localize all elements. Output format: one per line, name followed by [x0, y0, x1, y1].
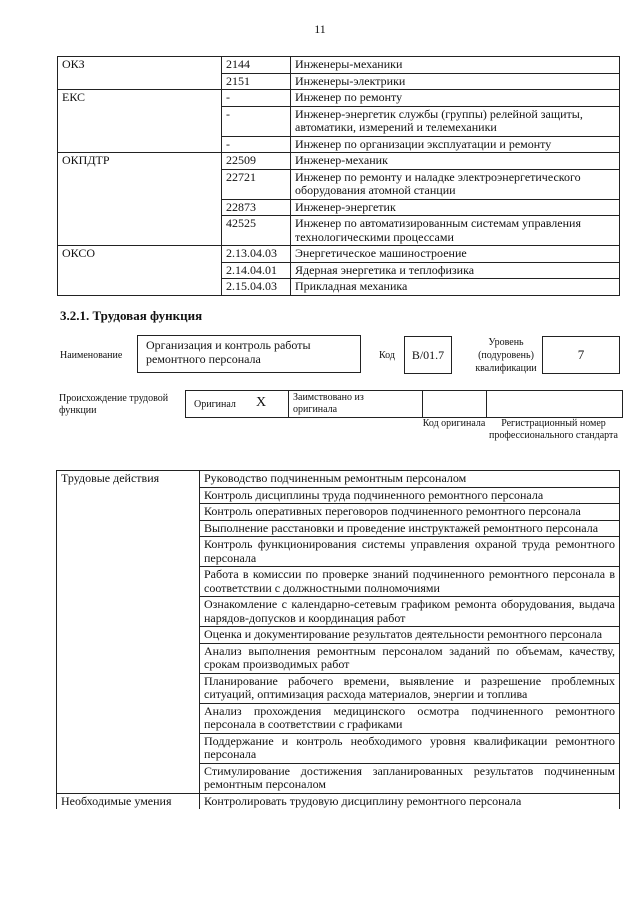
labor-action: Стимулирование достижения запланированных результатов подчиненным ремонтным персоналом [200, 763, 620, 793]
code-group [58, 262, 222, 279]
row-label [57, 643, 200, 673]
row-label: Трудовые действия [57, 471, 200, 488]
row-label [57, 627, 200, 644]
labor-action: Анализ прохождения медицинского осмотра подчиненного ремонтного персонала в соответствии с графиками [200, 703, 620, 733]
labor-action-row [57, 643, 620, 673]
code-original-label: Код оригинала [422, 418, 486, 429]
code-group [58, 216, 222, 246]
code-row [58, 199, 620, 216]
code-name: Инженеры-электрики [291, 73, 620, 90]
labor-action: Контроль оперативных переговоров подчиненного ремонтного персонала [200, 504, 620, 521]
code-group: ЕКС [58, 90, 222, 107]
code-name: Инженер по ремонту и наладке электроэнергетического оборудования атомной станции [291, 169, 620, 199]
code-name: Инженер по организации эксплуатации и ремонту [291, 136, 620, 153]
code-row [58, 136, 620, 153]
row-label [57, 763, 200, 793]
code-value: 42525 [222, 216, 291, 246]
labor-action: Планирование рабочего времени, выявление и разрешение проблемных ситуаций, оптимизация расхода материалов, энергии и топлива [200, 673, 620, 703]
section-heading: 3.2.1. Трудовая функция [60, 308, 203, 323]
level-label: Уровень (подуровень) квалификации [475, 337, 537, 374]
code-label: Код [379, 350, 395, 361]
row-label [57, 520, 200, 537]
level-box [542, 336, 620, 374]
borrowed-cell [289, 391, 423, 417]
labor-action: Руководство подчиненным ремонтным персоналом [200, 471, 620, 488]
labor-action: Работа в комиссии по проверке знаний подчиненного ремонтного персонала в соответствии с должностными полномочиями [200, 567, 620, 597]
code-value: 2.15.04.03 [222, 279, 291, 296]
row-label [57, 733, 200, 763]
labor-action: Контроль дисциплины труда подчиненного ремонтного персонала [200, 487, 620, 504]
qualification-codes-table [57, 56, 620, 296]
code-name: Инженер по автоматизированным системам управления технологическими процессами [291, 216, 620, 246]
labor-action-row [57, 520, 620, 537]
code-group [58, 136, 222, 153]
labor-action: Выполнение расстановки и проведение инструктажей ремонтного персонала [200, 520, 620, 537]
original-cell [186, 391, 289, 417]
original-mark: X [256, 395, 267, 410]
borrowed-label: Заимствовано из оригинала [293, 392, 364, 415]
code-name: Прикладная механика [291, 279, 620, 296]
labor-action-row [57, 597, 620, 627]
reg-number-label: Регистрационный номер профессионального стандарта [489, 418, 618, 441]
function-name: Организация и контроль работы ремонтного персонала [146, 338, 311, 366]
code-group [58, 279, 222, 296]
code-row [58, 73, 620, 90]
function-name-box [137, 335, 361, 373]
code-name: Инженер по ремонту [291, 90, 620, 107]
row-label [57, 504, 200, 521]
row-label [57, 703, 200, 733]
labor-action-row [57, 471, 620, 488]
row-label [57, 567, 200, 597]
code-value: - [222, 136, 291, 153]
code-value: 2.14.04.01 [222, 262, 291, 279]
code-row [58, 169, 620, 199]
code-value: 22873 [222, 199, 291, 216]
code-row [58, 153, 620, 170]
code-row [58, 57, 620, 74]
row-label [57, 537, 200, 567]
labor-action-row [57, 537, 620, 567]
labor-action-row [57, 733, 620, 763]
code-value: - [222, 106, 291, 136]
code-name: Ядерная энергетика и теплофизика [291, 262, 620, 279]
labor-action-row [57, 763, 620, 793]
code-box [404, 336, 452, 374]
original-label: Оригинал [194, 399, 236, 410]
code-original-cell [423, 391, 487, 417]
labor-action-row [57, 673, 620, 703]
code-group [58, 169, 222, 199]
labor-action-row [57, 487, 620, 504]
function-code: B/01.7 [411, 348, 445, 362]
code-row [58, 90, 620, 107]
labor-action-row [57, 703, 620, 733]
code-row [58, 262, 620, 279]
skill-item: Контролировать трудовую дисциплину ремонтного персонала [200, 793, 620, 809]
row-label [57, 673, 200, 703]
code-name: Инженер-энергетик службы (группы) релейной защиты, автоматики, измерений и телемеханики [291, 106, 620, 136]
code-row [58, 246, 620, 263]
skills-label: Необходимые умения [57, 793, 200, 809]
labor-action-row [57, 504, 620, 521]
labor-action-row [57, 627, 620, 644]
origin-row [185, 390, 623, 418]
code-group [58, 73, 222, 90]
code-name: Инженеры-механики [291, 57, 620, 74]
skills-row [57, 793, 620, 809]
code-value: 22509 [222, 153, 291, 170]
labor-action: Оценка и документирование результатов деятельности ремонтного персонала [200, 627, 620, 644]
row-label [57, 597, 200, 627]
labor-action: Контроль функционирования системы управления охраной труда ремонтного персонала [200, 537, 620, 567]
labor-actions-table [56, 470, 620, 809]
code-row [58, 106, 620, 136]
labor-action: Анализ выполнения ремонтным персоналом заданий по объемам, качеству, срокам производимых работ [200, 643, 620, 673]
reg-number-cell [487, 391, 622, 417]
code-group: ОКПДТР [58, 153, 222, 170]
code-value: 22721 [222, 169, 291, 199]
code-group [58, 106, 222, 136]
labor-action-row [57, 567, 620, 597]
code-name: Инженер-механик [291, 153, 620, 170]
code-group [58, 199, 222, 216]
code-row [58, 216, 620, 246]
code-value: 2144 [222, 57, 291, 74]
code-name: Энергетическое машиностроение [291, 246, 620, 263]
code-value: 2151 [222, 73, 291, 90]
labor-action: Поддержание и контроль необходимого уровня квалификации ремонтного персонала [200, 733, 620, 763]
code-name: Инженер-энергетик [291, 199, 620, 216]
name-label: Наименование [60, 350, 123, 361]
origin-label: Происхождение трудовой функции [59, 393, 169, 416]
code-row [58, 279, 620, 296]
code-value: 2.13.04.03 [222, 246, 291, 263]
row-label [57, 487, 200, 504]
page-number: 11 [314, 22, 326, 36]
code-group: ОКСО [58, 246, 222, 263]
labor-action: Ознакомление с календарно-сетевым графиком ремонта оборудования, выдача нарядов-допусков и координация работ [200, 597, 620, 627]
code-group: ОКЗ [58, 57, 222, 74]
code-value: - [222, 90, 291, 107]
level-value: 7 [577, 347, 585, 362]
